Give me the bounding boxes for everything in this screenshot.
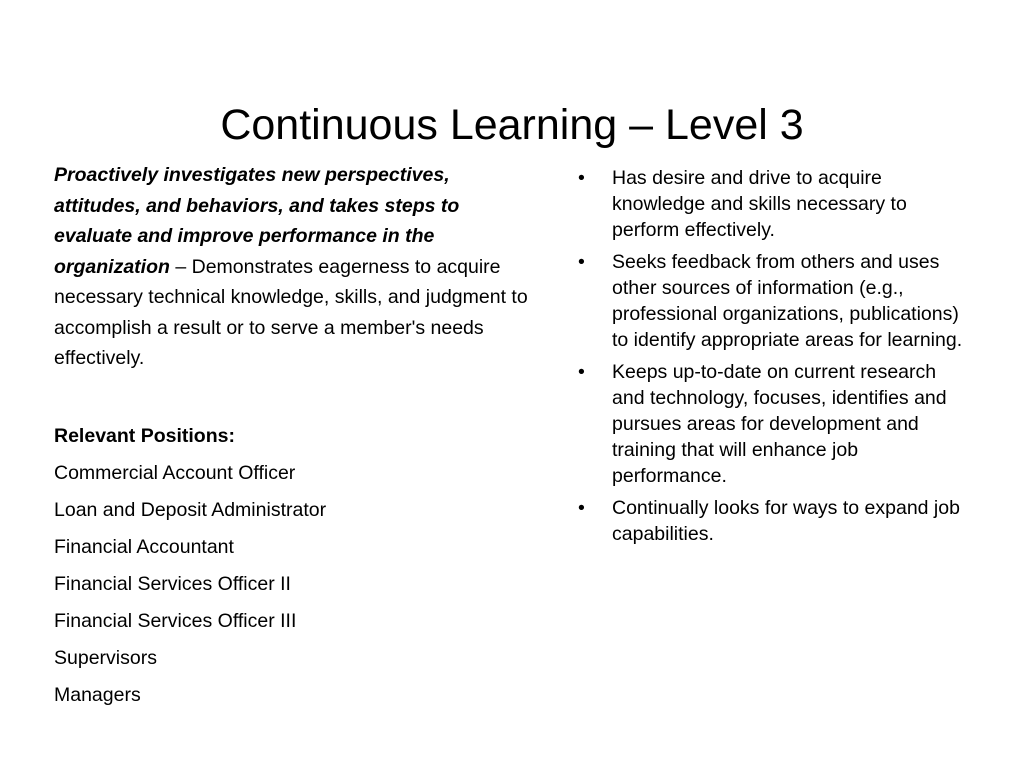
slide-title: Continuous Learning – Level 3 bbox=[220, 100, 804, 149]
bullet-icon: • bbox=[578, 497, 585, 519]
bullet-icon: • bbox=[578, 167, 585, 189]
behavior-text: Continually looks for ways to expand job capabilities. bbox=[612, 497, 960, 545]
position-item: Financial Accountant bbox=[54, 535, 234, 558]
behavior-text: Has desire and drive to acquire knowledge and skills necessary to perform effectively. bbox=[612, 167, 907, 241]
bullet-icon: • bbox=[578, 361, 585, 383]
position-item: Managers bbox=[54, 683, 141, 706]
bullet-icon: • bbox=[578, 251, 585, 273]
position-item: Financial Services Officer II bbox=[54, 572, 291, 595]
behavior-bullet-item bbox=[578, 249, 973, 353]
relevant-positions bbox=[54, 418, 532, 714]
position-item: Supervisors bbox=[54, 646, 157, 669]
right-column bbox=[578, 165, 973, 553]
behavior-bullet-item bbox=[578, 495, 973, 547]
competency-definition bbox=[54, 160, 532, 374]
left-column bbox=[54, 160, 532, 714]
position-item: Commercial Account Officer bbox=[54, 461, 296, 484]
relevant-positions-heading: Relevant Positions: bbox=[54, 424, 235, 447]
behavior-bullet-item bbox=[578, 165, 973, 243]
position-list bbox=[54, 455, 532, 714]
definition-lead: Proactively investigates new perspectives, attitudes, and behaviors, and takes steps to evaluate and improve performance in the organization bbox=[54, 164, 460, 278]
definition-body: Demonstrates eagerness to acquire necessary technical knowledge, skills, and judgment to accomplish a result or to serve a member's needs effectively. bbox=[54, 255, 528, 369]
behavior-text: Keeps up-to-date on current research and technology, focuses, identifies and pursues areas for development and training that will enhance job performance. bbox=[612, 361, 947, 487]
position-item: Financial Services Officer III bbox=[54, 609, 297, 632]
behavior-text: Seeks feedback from others and uses other sources of information (e.g., professional organizations, publications) to identify appropriate areas for learning. bbox=[612, 251, 963, 351]
position-item: Loan and Deposit Administrator bbox=[54, 498, 327, 521]
behavior-bullet-list bbox=[578, 165, 973, 547]
definition-separator: – bbox=[169, 255, 192, 278]
behavior-bullet-item bbox=[578, 359, 973, 489]
